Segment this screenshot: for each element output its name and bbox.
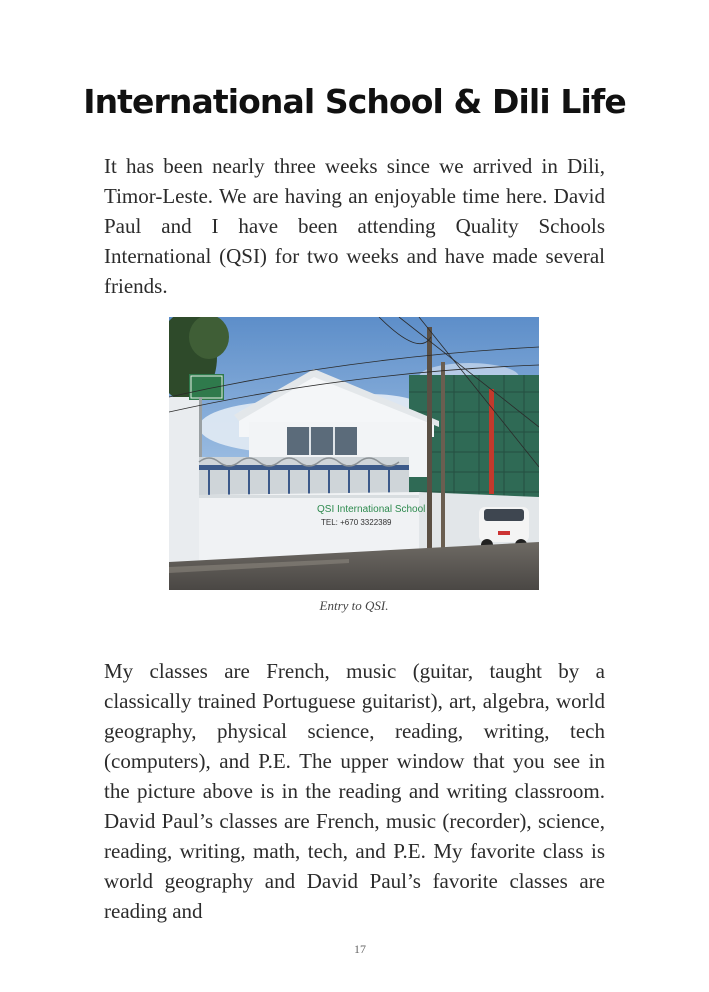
photo-caption: Entry to QSI. <box>319 598 389 613</box>
school-entrance-photo <box>169 317 539 590</box>
intro-paragraph: It has been nearly three weeks since we arrived in Dili, Timor-Leste. We are having an enjoyable time here. David Paul and I have been attending Quality Schools International (QSI) for two weeks and have made several friends. <box>104 154 605 298</box>
page-title: International School & Dili Life <box>83 82 626 121</box>
wall-sign-text: QSI International School <box>317 504 426 515</box>
page-number: 17 <box>354 942 366 956</box>
wall-phone-text: TEL: +670 3322389 <box>321 518 392 527</box>
classes-paragraph: My classes are French, music (guitar, taught by a classically trained Portuguese guitarist), art, algebra, world geography, physical science, reading, writing, tech (computers), and P.E. The upper window that you see in the picture above is in the reading and writing classroom. David Paul’s classes are French, music (recorder), science, reading, writing, math, tech, and P.E. My favorite class is world geography and David Paul’s favorite classes are reading and <box>104 659 605 923</box>
